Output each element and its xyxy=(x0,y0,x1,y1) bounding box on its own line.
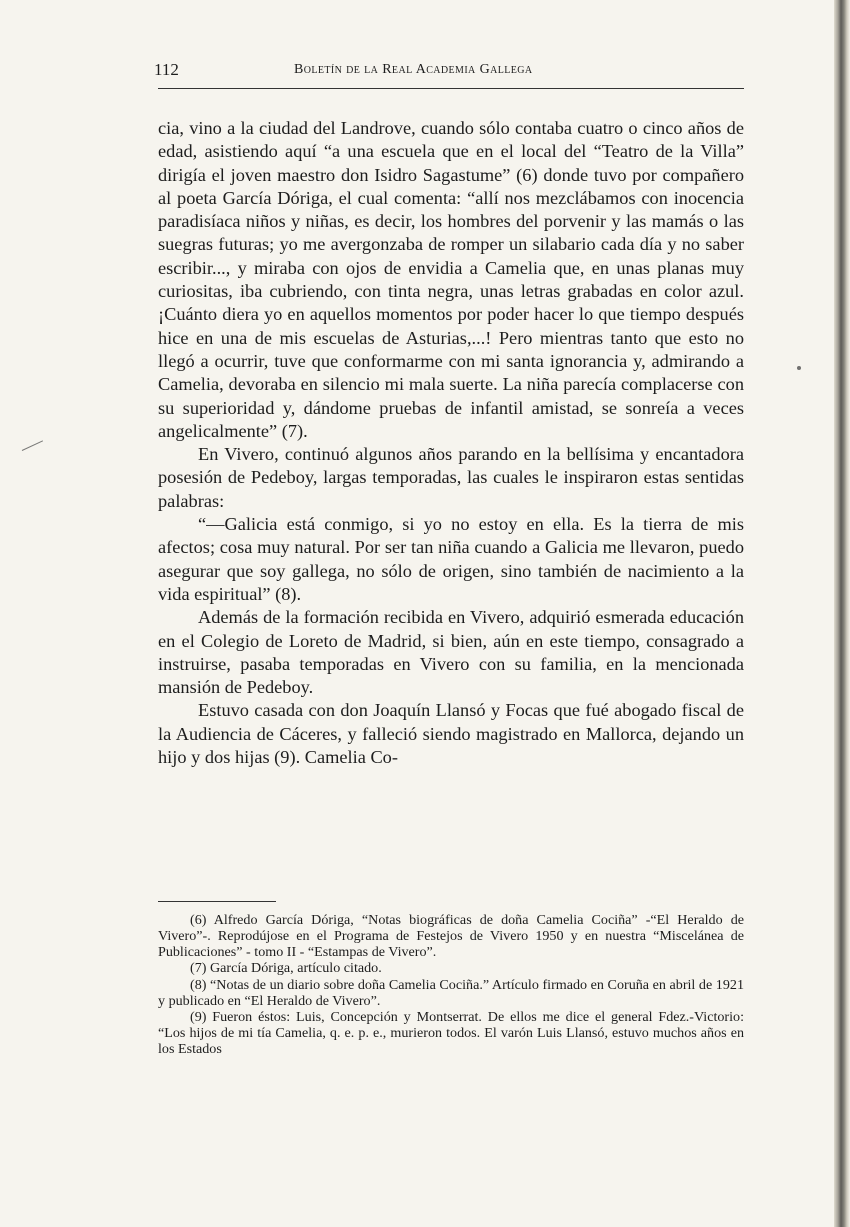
body-paragraph-1: cia, vino a la ciudad del Landrove, cuando sólo contaba cuatro o cinco años de edad, asistiendo aquí “a una escuela que en el local del “Teatro de la Villa” dirigía el joven maestro don Isidro Sagastume” (6) donde tuvo por compañero al poeta García Dóriga, el cual comenta: “allí nos mezclábamos con inocencia paradisíaca niños y niñas, es decir, los hombres del porvenir y las mamás o las suegras futuras; yo me avergonzaba de romper un silabario cada día y no saber escribir..., y miraba con ojos de envidia a Camelia que, en unas planas muy curiositas, iba cubriendo, con tinta negra, unas letras grabadas en color azul. ¡Cuánto diera yo en aquellos momentos por poder hacer lo que tiempo después hice en una de mis escuelas de Asturias,...! Pero mientras tanto que esto no llegó a ocurrir, tuve que conformarme con mi santa ignorancia y, admirando a Camelia, devoraba en silencio mi mala suerte. La niña parecía complacerse con su superioridad y, dándome pruebas de infantil amistad, se sonreía a veces angelicalmente” (7). xyxy=(158,118,744,441)
document-page xyxy=(154,58,744,769)
margin-pencil-mark xyxy=(22,440,43,451)
body-text xyxy=(158,117,744,769)
page-number: 112 xyxy=(154,60,179,79)
footnote-7: (7) García Dóriga, artículo citado. xyxy=(190,960,382,977)
body-paragraph-3: “—Galicia está conmigo, si yo no estoy en ella. Es la tierra de mis afectos; cosa muy natural. Por ser tan niña cuando a Galicia me llevaron, puedo asegurar que soy gallega, no sólo de origen, sino también de nacimiento a la vida espiritual” (8). xyxy=(158,514,744,604)
page-header xyxy=(154,58,744,89)
footnote-6: (6) Alfredo García Dóriga, “Notas biográficas de doña Camelia Cociña” -“El Heraldo de Vivero”-. Reprodújose en el Programa de Festejos de Vivero 1950 y en nuestra “Miscelánea de Publicaciones” - tomo II - “Estampas de Vivero”. xyxy=(158,912,744,961)
margin-dot xyxy=(797,366,801,370)
scan-right-edge xyxy=(834,0,850,1227)
footnote-separator xyxy=(158,901,276,902)
footnote-8: (8) “Notas de un diario sobre doña Camelia Cociña.” Artículo firmado en Coruña en abril de 1921 y publicado en “El Heraldo de Vivero”. xyxy=(158,976,744,1009)
running-head: Boletín de la Real Academia Gallega xyxy=(294,62,533,77)
footnotes-section xyxy=(158,901,744,1057)
body-paragraph-2: En Vivero, continuó algunos años parando en la bellísima y encantadora posesión de Pedeboy, largas temporadas, las cuales le inspiraron estas sentidas palabras: xyxy=(158,444,744,511)
footnote-9: (9) Fueron éstos: Luis, Concepción y Montserrat. De ellos me dice el general Fdez.-Victorio: “Los hijos de mi tía Camelia, q. e. p. e., murieron todos. El varón Luis Llansó, estuvo muchos años en los Estados xyxy=(158,1008,744,1058)
body-paragraph-5: Estuvo casada con don Joaquín Llansó y Focas que fué abogado fiscal de la Audiencia de Cáceres, y falleció siendo magistrado en Mallorca, dejando un hijo y dos hijas (9). Camelia Co- xyxy=(158,700,744,768)
body-paragraph-4: Además de la formación recibida en Vivero, adquirió esmerada educación en el Colegio de Loreto de Madrid, si bien, aún en este tiempo, consagrado a instruirse, pasaba temporadas en Vivero con su familia, en la mencionada mansión de Pedeboy. xyxy=(158,607,744,698)
